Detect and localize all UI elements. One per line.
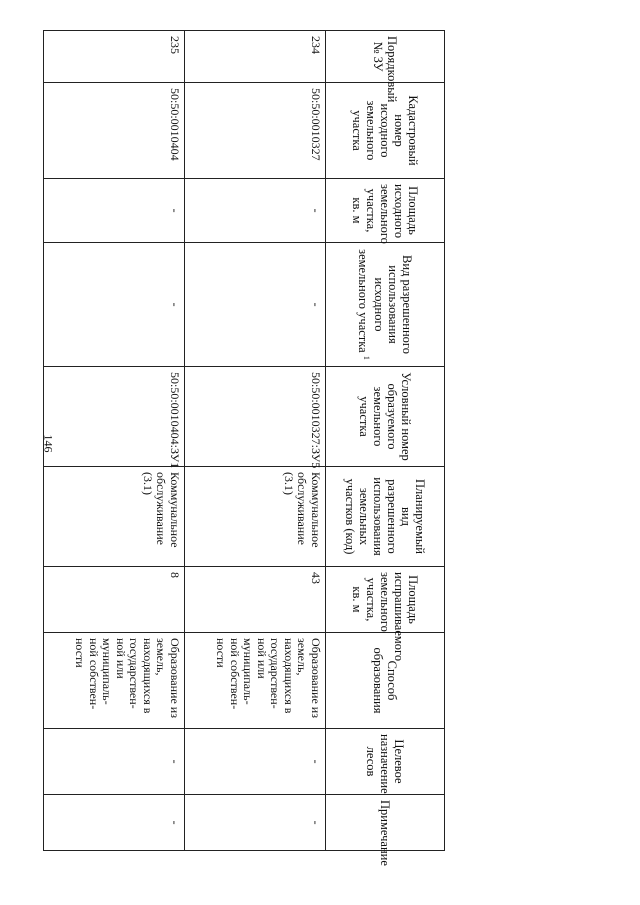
cell-num: 235: [44, 31, 185, 83]
cell-note: -: [185, 795, 326, 851]
cell-cadastral: 50:50:0010404: [44, 83, 185, 179]
header-planned-use: Планируемый вид разрешенного использования земельных участков (код): [326, 467, 445, 567]
cell-cadastral: 50:50:0010327: [185, 83, 326, 179]
cell-new-number: 50:50:0010404:ЗУ1: [44, 367, 185, 467]
header-num: Порядковый № ЗУ: [326, 31, 445, 83]
cell-forest: -: [44, 729, 185, 795]
header-cadastral: Кадастровый номер исходного земельного участка: [326, 83, 445, 179]
cell-planned-use: Коммунальное обслуживание (3.1): [185, 467, 326, 567]
table-row: [44, 31, 185, 851]
header-note: Примечание: [326, 795, 445, 851]
table-row: [185, 31, 326, 851]
cell-note: -: [44, 795, 185, 851]
cell-area-source: -: [185, 179, 326, 243]
cell-forest: -: [185, 729, 326, 795]
header-row: [326, 31, 445, 851]
header-use-source: [326, 243, 445, 367]
cell-num: 234: [185, 31, 326, 83]
footnote-mark: 1: [362, 355, 372, 360]
header-area-source: Площадь исходного земельного участка, кв. м: [326, 179, 445, 243]
header-area-new: Площадь испрашиваемого земельного участка, кв. м: [326, 567, 445, 633]
cell-use-source: -: [185, 243, 326, 367]
header-forest: Целевое назначение лесов: [326, 729, 445, 795]
header-method: Способ образования: [326, 633, 445, 729]
cell-area-source: -: [44, 179, 185, 243]
land-plot-table: [43, 30, 445, 866]
cell-method: Образование из земель, находящихся в государствен-ной или муниципаль-ной собствен-ности: [44, 633, 185, 729]
cell-area-new: 43: [185, 567, 326, 633]
header-use-source-text: Вид разрешенного использования исходного земельного участка: [356, 249, 414, 354]
page-number: 146: [41, 434, 56, 453]
cell-area-new: 8: [44, 567, 185, 633]
cell-method: Образование из земель, находящихся в государствен-ной или муниципаль-ной собствен-ности: [185, 633, 326, 729]
cell-planned-use: Коммунальное обслуживание (3.1): [44, 467, 185, 567]
header-new-number: Условный номер образуемого земельного участка: [326, 367, 445, 467]
cell-use-source: -: [44, 243, 185, 367]
rotated-table-container: [61, 30, 445, 866]
cell-new-number: 50:50:0010327:ЗУ5: [185, 367, 326, 467]
